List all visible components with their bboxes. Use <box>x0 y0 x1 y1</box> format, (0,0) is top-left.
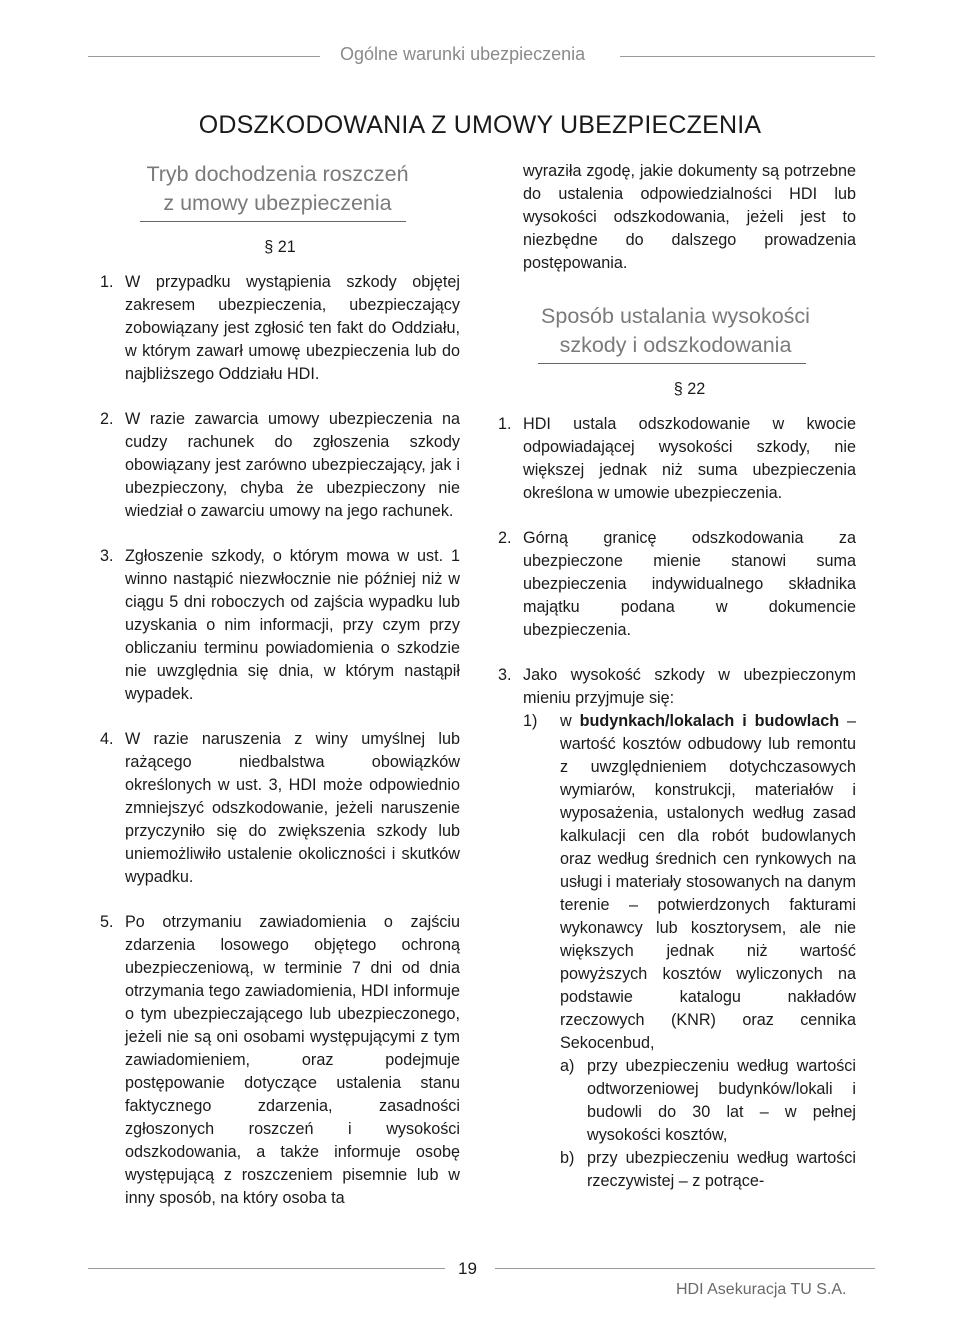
list-item <box>100 408 460 523</box>
sub-item-text: – wartość kosztów odbudowy lub remontu z uwzględnieniem dotychczasowych wymiarów, konstrukcji, materiałów i wyposażenia, ustalonych według zasad kalkulacji cen dla robót budowlanych oraz według średnich cen rynkowych na usługi i materiały stosowanych na danym terenie – potwierdzonych fakturami wykonawcy lub kosztorysem, ale nie większych jednak niż wartość powyższych kosztów wyliczonych na podstawie katalogu nakładów rzeczowych (KNR) oraz cennika Sekocenbud, <box>560 712 856 1052</box>
item-text: W razie naruszenia z winy umyślnej lub rażącego niedbalstwa obowiązków określonych w ust. 3, HDI może odpowiednio zmniejszyć odszkodowanie, jeżeli naruszenie przyczyniło się do zwiększenia szkody lub uniemożliwiło ustalenie okoliczności i skutków wypadku. <box>125 730 460 886</box>
sub-item <box>523 710 856 1193</box>
header-rule-left <box>88 56 320 57</box>
heading-line-2: z umowy ubezpieczenia <box>163 191 392 215</box>
footer-rule-right <box>495 1268 875 1269</box>
sub-item-prefix: w <box>560 712 580 730</box>
heading-line-1: Sposób ustalania wysokości <box>541 304 810 328</box>
sub-sub-item <box>560 1147 856 1193</box>
item-text: HDI ustala odszkodowanie w kwocie odpowiadającej wysokości szkody, nie większej jednak niż suma ubezpieczenia określona w umowie ubezpieczenia. <box>523 415 856 502</box>
paragraph-number: § 22 <box>673 380 706 398</box>
footer-rule-left <box>88 1268 445 1269</box>
section-heading-claims <box>100 160 455 222</box>
item-text: W przypadku wystąpienia szkody objętej zakresem ubezpieczenia, ubezpieczający zobowiązany jest zgłosić ten fakt do Oddziału, w którym zawarł umowę ubezpieczenia lub do najbliższego Oddziału HDI. <box>125 273 460 383</box>
sub-sub-item-number: a) <box>560 1057 575 1075</box>
continued-text: wyraziła zgodę, jakie dokumenty są potrzebne do ustalenia odpowiedzialności HDI lub wysokości odszkodowania, jeżeli jest to niezbędne do dalszego prowadzenia postępowania. <box>523 162 856 272</box>
left-column <box>100 160 460 1232</box>
item-text: Górną granicę odszkodowania za ubezpieczone mienie stanowi suma ubezpieczenia indywidualnego składnika majątku podana w dokumencie ubezpieczenia. <box>523 529 856 639</box>
sub-item-body <box>560 710 856 1193</box>
sub-sub-item-text: przy ubezpieczeniu według wartości odtworzeniowej budynków/lokali i budowli do 30 lat – w pełnej wysokości kosztów, <box>587 1057 856 1144</box>
paragraph-number: § 21 <box>264 238 296 256</box>
heading-line-1: Tryb dochodzenia roszczeń <box>146 162 409 186</box>
right-column <box>498 160 856 1193</box>
page-title: ODSZKODOWANIA Z UMOWY UBEZPIECZENIA <box>198 111 762 139</box>
item-number: 4. <box>100 730 114 748</box>
page-number: 19 <box>458 1259 477 1278</box>
sub-sub-item-text: przy ubezpieczeniu według wartości rzeczywistej – z potrące- <box>587 1149 856 1190</box>
item-number: 3. <box>100 547 114 565</box>
list-item <box>100 911 460 1210</box>
item-text: W razie zawarcia umowy ubezpieczenia na cudzy rachunek do zgłoszenia szkody obowiązany jest zarówno ubezpieczający, jak i ubezpieczony, chyba że ubezpieczony nie wiedział o zawarciu umowy na jego rachunek. <box>125 410 460 520</box>
item-number: 1. <box>498 415 512 433</box>
list-item <box>100 728 460 889</box>
list-item <box>498 527 856 642</box>
list-item <box>498 664 856 1193</box>
item-number: 3. <box>498 666 512 684</box>
item-number: 2. <box>100 410 114 428</box>
list-item <box>100 545 460 706</box>
sub-sub-item <box>560 1055 856 1147</box>
item-number: 2. <box>498 529 512 547</box>
item-text: Jako wysokość szkody w ubezpieczonym mieniu przyjmuje się: <box>523 666 856 707</box>
item-body <box>523 664 856 1193</box>
heading-line-2: szkody i odszkodowania <box>559 333 792 357</box>
running-header: Ogólne warunki ubezpieczenia <box>340 44 586 64</box>
heading-underline <box>140 221 406 222</box>
list-item <box>498 413 856 505</box>
heading-underline <box>538 363 806 364</box>
item-number: 1. <box>100 273 114 291</box>
sub-item-number: 1) <box>523 712 538 730</box>
item-number: 5. <box>100 913 114 931</box>
item-text: Zgłoszenie szkody, o którym mowa w ust. 1 winno nastąpić niezwłocznie nie później niż w ciągu 5 dni roboczych od zajścia wypadku lub uzyskania o nim informacji, przy czym przy obliczaniu terminu powiadomienia o szkodzie nie uwzględnia się dnia, w którym nastąpił wypadek. <box>125 547 460 703</box>
header-rule-right <box>620 56 875 57</box>
section-heading-amount <box>508 302 843 364</box>
sub-sub-item-number: b) <box>560 1149 575 1167</box>
sub-item-bold-term: budynkach/lokalach i budowlach <box>579 712 840 730</box>
footer-company: HDI Asekuracja TU S.A. <box>676 1281 847 1298</box>
item-text: Po otrzymaniu zawiadomienia o zajściu zdarzenia losowego objętego ochroną ubezpieczeniową, w terminie 7 dni od dnia otrzymania tego zawiadomienia, HDI informuje o tym ubezpieczającego lub ubezpieczonego, jeżeli nie są oni osobami występującymi z tym zawiadomieniem, oraz podejmuje postępowanie dotyczące ustalenia stanu faktycznego zdarzenia, zasadności zgłoszonych roszczeń i wysokości odszkodowania, a także informuje osobę występującą z roszczeniem pisemnie lub w inny sposób, na który osoba ta <box>125 913 460 1207</box>
list-item <box>100 271 460 386</box>
